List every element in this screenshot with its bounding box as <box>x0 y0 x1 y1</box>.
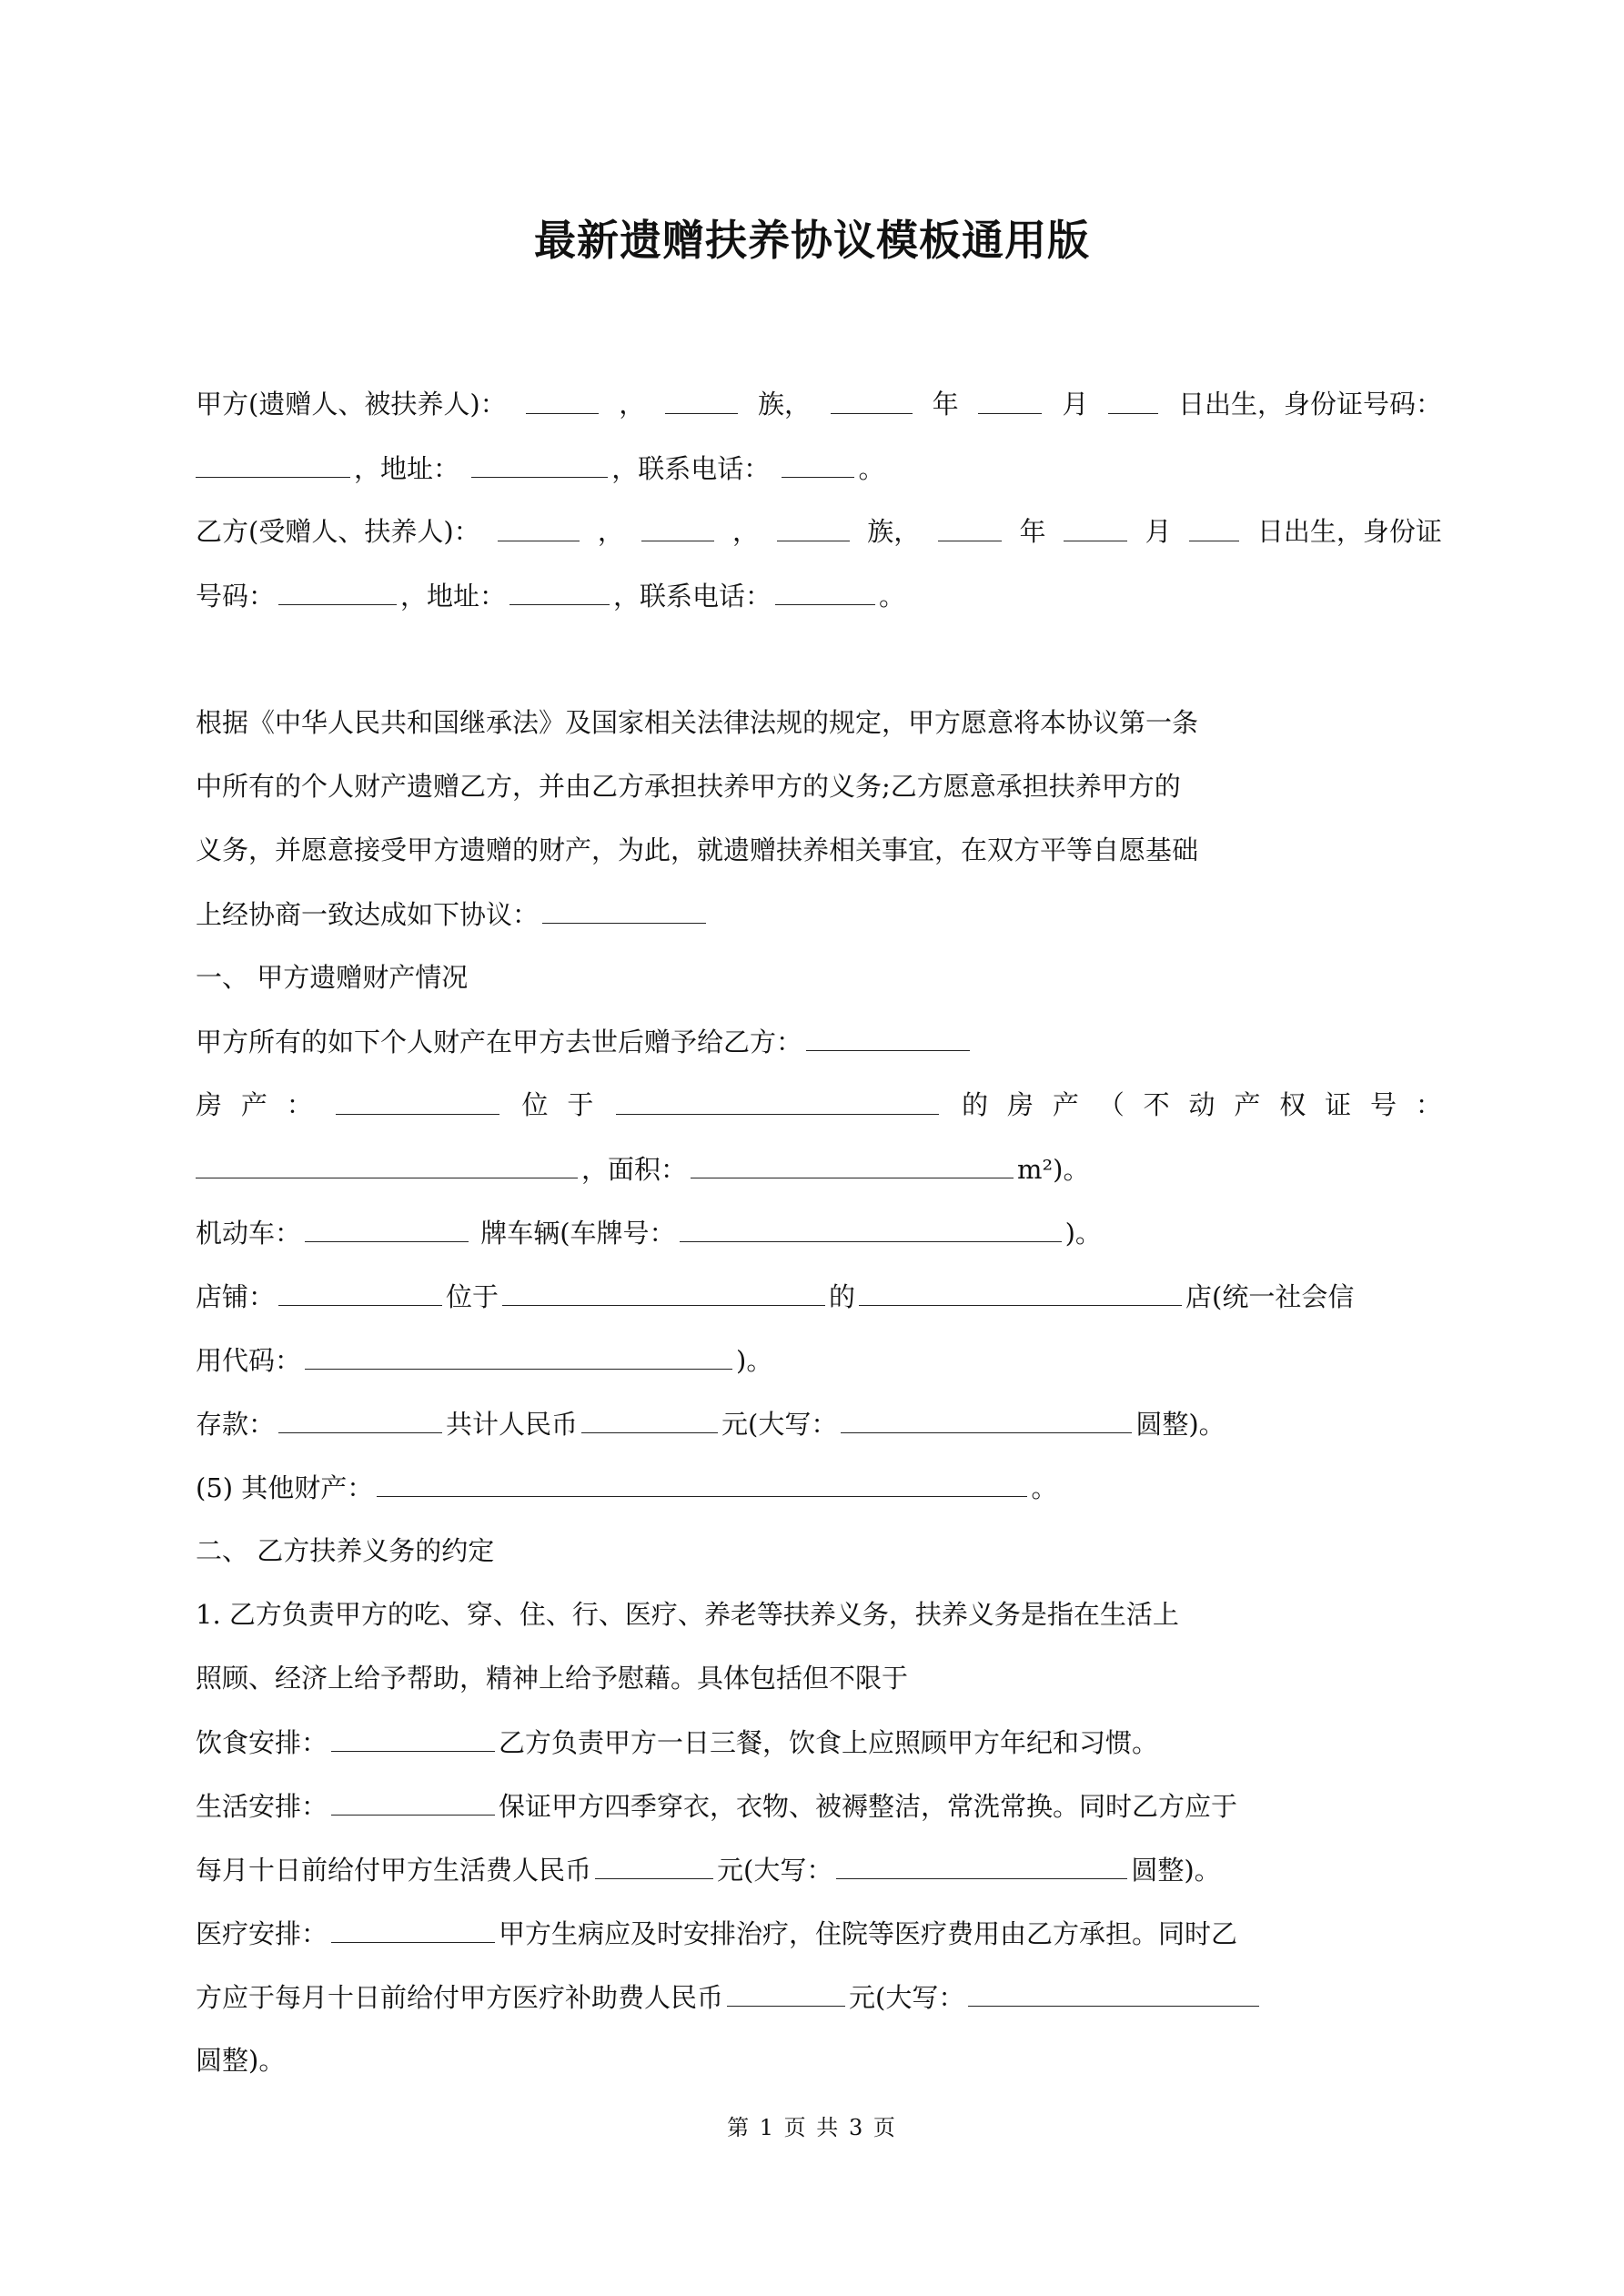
living-line-2 <box>196 1851 1442 1888</box>
preamble-line: 义务，并愿意接受甲方遗赠的财产，为此，就遗赠扶养相关事宜，在双方平等自愿基础 <box>196 834 1199 865</box>
party-b-name-blank[interactable] <box>498 513 580 541</box>
month-label: 月 <box>1062 389 1089 420</box>
house-line-1 <box>196 1087 1442 1123</box>
shop-code-label: 店(统一社会信 <box>1185 1281 1355 1312</box>
party-a-id-blank[interactable] <box>196 450 350 478</box>
party-a-line-2 <box>196 450 1442 487</box>
medical-blank[interactable] <box>331 1915 495 1943</box>
medical-yuan-label: 元(大写： <box>849 1982 965 2013</box>
medical-line-2 <box>196 1978 1442 2016</box>
party-b-gender-blank[interactable] <box>641 513 714 541</box>
house-text-char: 的 <box>962 1089 989 1120</box>
medical-line-1 <box>196 1915 1442 1952</box>
party-b-month-blank[interactable] <box>1064 513 1127 541</box>
diet-text: 乙方负责甲方一日三餐，饮食上应照顾甲方年纪和习惯。 <box>499 1727 1159 1758</box>
preamble-line: 中所有的个人财产遗赠乙方，并由乙方承担扶养甲方的义务;乙方愿意承担扶养甲方的 <box>196 771 1181 802</box>
shop-owner-blank[interactable] <box>278 1278 442 1306</box>
ethnic-label: 族， <box>757 389 811 420</box>
house-location-blank[interactable] <box>616 1087 939 1115</box>
diet-label: 饮食安排： <box>196 1727 328 1758</box>
shop-located-label: 位于 <box>446 1281 499 1312</box>
item1-line: 1. 乙方负责甲方的吃、穿、住、行、医疗、养老等扶养义务，扶养义务是指在生活上 <box>196 1599 1179 1630</box>
medical-fee-blank[interactable] <box>727 1978 845 2007</box>
house-text-char: 房 <box>1006 1089 1034 1120</box>
house-text-char: 于 <box>567 1089 594 1120</box>
house-cert-blank[interactable] <box>196 1150 578 1178</box>
house-owner-blank[interactable] <box>336 1087 499 1115</box>
property-intro-blank[interactable] <box>806 1023 970 1051</box>
month-label: 月 <box>1145 516 1172 547</box>
medical-fee-text: 方应于每月十日前给付甲方医疗补助费人民币 <box>196 1982 724 2013</box>
party-a-label: 甲方(遗赠人、被扶养人)： <box>196 389 507 420</box>
phone-label: ，联系电话： <box>611 453 771 484</box>
shop-location-blank[interactable] <box>502 1278 825 1306</box>
agreement-blank[interactable] <box>542 895 706 924</box>
property-intro-line <box>196 1023 1442 1060</box>
other-end: 。 <box>1031 1472 1058 1503</box>
party-a-address-blank[interactable] <box>471 450 608 478</box>
vehicle-end: )。 <box>1064 1218 1102 1249</box>
separator: ， <box>597 516 624 547</box>
diet-blank[interactable] <box>331 1724 495 1752</box>
address-label: ，地址： <box>400 581 507 612</box>
other-property-label: (5) 其他财产： <box>196 1472 374 1503</box>
medical-capital-blank[interactable] <box>968 1978 1259 2007</box>
deposit-label: 存款： <box>196 1409 276 1440</box>
code-label: 用代码： <box>196 1345 302 1376</box>
shop-end: )。 <box>736 1345 773 1376</box>
period: 。 <box>879 581 906 612</box>
party-a-day-blank[interactable] <box>1108 386 1158 414</box>
address-label: ，地址： <box>354 453 460 484</box>
preamble-line: 根据《中华人民共和国继承法》及国家相关法律法规的规定，甲方愿意将本协议第一条 <box>196 707 1199 738</box>
shop-line-2 <box>196 1341 1442 1379</box>
house-line-2 <box>196 1150 1442 1188</box>
party-a-year-blank[interactable] <box>831 386 913 414</box>
house-text-char: 号 <box>1369 1089 1397 1120</box>
vehicle-owner-blank[interactable] <box>305 1214 469 1242</box>
house-text-char: 动 <box>1188 1089 1215 1120</box>
living-capital-blank[interactable] <box>836 1851 1127 1879</box>
house-text-char: 证 <box>1325 1089 1352 1120</box>
id-label: 号码： <box>196 581 276 612</box>
phone-label: ，联系电话： <box>613 581 772 612</box>
house-label-char: 房 <box>196 1089 223 1120</box>
deposit-bank-blank[interactable] <box>278 1405 442 1433</box>
house-text-char: ： <box>1415 1089 1442 1120</box>
party-b-line-1 <box>196 513 1442 550</box>
party-a-name-blank[interactable] <box>526 386 599 414</box>
house-text-char: 权 <box>1279 1089 1306 1120</box>
deposit-yuan-label: 元(大写： <box>721 1409 838 1440</box>
party-b-label: 乙方(受赠人、扶养人)： <box>196 516 480 547</box>
preamble-line-4 <box>196 895 1442 933</box>
plate-label: 牌车辆(车牌号： <box>480 1218 676 1249</box>
living-blank[interactable] <box>331 1787 495 1816</box>
other-property-blank[interactable] <box>377 1469 1027 1497</box>
deposit-total-label: 共计人民币 <box>446 1409 579 1440</box>
area-unit: m²)。 <box>1017 1154 1090 1185</box>
diet-line <box>196 1724 1442 1761</box>
house-label-char: 产 <box>240 1089 267 1120</box>
ethnic-label: 族， <box>867 516 921 547</box>
living-label: 生活安排： <box>196 1791 328 1822</box>
section-2-heading: 二、 乙方扶养义务的约定 <box>196 1535 495 1566</box>
party-a-ethnic-blank[interactable] <box>665 386 738 414</box>
house-text-char: 位 <box>521 1089 549 1120</box>
plate-number-blank[interactable] <box>680 1214 1062 1242</box>
medical-text: 甲方生病应及时安排治疗，住院等医疗费用由乙方承担。同时乙 <box>499 1918 1238 1949</box>
vehicle-label: 机动车： <box>196 1218 302 1249</box>
shop-code-blank[interactable] <box>305 1341 732 1370</box>
preamble-text: 上经协商一致达成如下协议： <box>196 899 540 930</box>
deposit-capital-blank[interactable] <box>841 1405 1132 1433</box>
party-b-ethnic-blank[interactable] <box>777 513 850 541</box>
separator: ， <box>619 389 646 420</box>
house-label-char: ： <box>286 1089 313 1120</box>
house-text-char: （ <box>1097 1089 1125 1120</box>
other-property-line <box>196 1469 1442 1506</box>
house-text-char: 不 <box>1143 1089 1170 1120</box>
shop-label: 店铺： <box>196 1281 276 1312</box>
living-yuan-label: 元(大写： <box>717 1855 833 1886</box>
deposit-line <box>196 1405 1442 1442</box>
shop-of-label: 的 <box>829 1281 856 1312</box>
party-b-address-blank[interactable] <box>509 577 610 605</box>
house-text-char: 产 <box>1052 1089 1079 1120</box>
shop-name-blank[interactable] <box>859 1278 1182 1306</box>
item1-line: 照顾、经济上给予帮助，精神上给予慰藉。具体包括但不限于 <box>196 1663 909 1694</box>
separator: ， <box>732 516 760 547</box>
deposit-amount-blank[interactable] <box>581 1405 718 1433</box>
vehicle-line <box>196 1214 1442 1251</box>
party-b-year-blank[interactable] <box>938 513 1002 541</box>
house-text-char: 产 <box>1234 1089 1261 1120</box>
party-a-month-blank[interactable] <box>978 386 1042 414</box>
period: 。 <box>858 453 885 484</box>
section-1-heading: 一、 甲方遗赠财产情况 <box>196 962 469 993</box>
living-text: 保证甲方四季穿衣，衣物、被褥整洁，常洗常换。同时乙方应于 <box>499 1791 1238 1822</box>
area-label: ，面积： <box>581 1154 688 1185</box>
deposit-end: 圆整)。 <box>1135 1409 1226 1440</box>
living-line-1 <box>196 1787 1442 1825</box>
medical-label: 医疗安排： <box>196 1918 328 1949</box>
party-b-id-blank[interactable] <box>278 577 397 605</box>
birth-label: 日出生，身份证号码： <box>1177 389 1442 420</box>
party-a-line-1 <box>196 386 1442 422</box>
page-number: 第 1 页 共 3 页 <box>727 2115 897 2140</box>
shop-line-1 <box>196 1278 1442 1315</box>
living-fee-text: 每月十日前给付甲方生活费人民币 <box>196 1855 592 1886</box>
house-area-blank[interactable] <box>691 1150 1014 1178</box>
party-b-day-blank[interactable] <box>1189 513 1239 541</box>
medical-line-3: 圆整)。 <box>196 2045 286 2076</box>
living-fee-blank[interactable] <box>595 1851 713 1879</box>
party-b-phone-blank[interactable] <box>775 577 875 605</box>
birth-label: 日出生，身份证 <box>1256 516 1442 547</box>
living-end: 圆整)。 <box>1131 1855 1221 1886</box>
party-a-phone-blank[interactable] <box>782 450 854 478</box>
document-title: 最新遗赠扶养协议模板通用版 <box>534 216 1090 265</box>
year-label: 年 <box>1019 516 1046 547</box>
property-intro-text: 甲方所有的如下个人财产在甲方去世后赠予给乙方： <box>196 1027 803 1057</box>
party-b-line-2 <box>196 577 1442 614</box>
year-label: 年 <box>932 389 959 420</box>
